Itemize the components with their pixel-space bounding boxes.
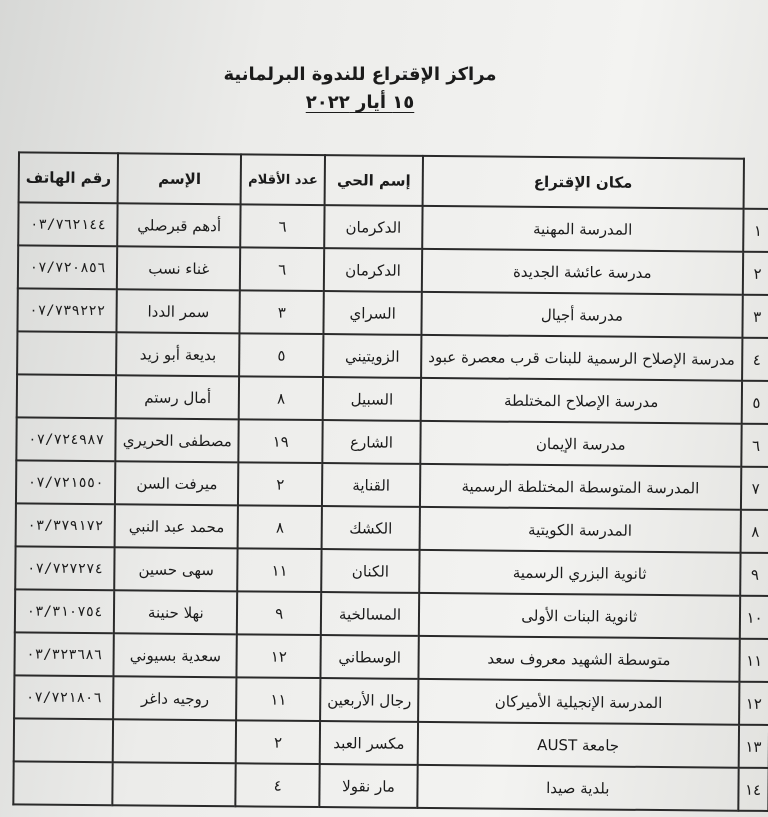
ballot-count: ٢ (238, 462, 322, 506)
table-header-row (19, 152, 768, 209)
area-name: الدكرمان (324, 205, 422, 249)
contact-name: ميرفت السن (115, 461, 238, 505)
polling-place: مدرسة عائشة الجديدة (422, 249, 743, 295)
area-name: مكسر العبد (320, 721, 418, 765)
contact-name (113, 719, 236, 763)
polling-place: جامعة AUST (418, 722, 739, 768)
ballot-count: ٢ (236, 720, 320, 764)
polling-place: متوسطة الشهيد معروف سعد (419, 636, 740, 682)
polling-place: مدرسة الإيمان (420, 421, 741, 467)
ballot-count: ٦ (240, 247, 324, 291)
contact-name: نهلا حنينة (114, 590, 237, 634)
table-row (14, 718, 768, 768)
table-row (17, 331, 768, 381)
ballot-count: ٨ (238, 505, 322, 549)
table-row (18, 245, 768, 295)
row-number: ٢ (742, 252, 768, 295)
area-name: السراي (323, 291, 421, 335)
polling-place: ثانوية البزري الرسمية (419, 550, 740, 596)
header-place: مكان الإقتراع (423, 156, 744, 209)
contact-name: سعدية بسيوني (114, 633, 237, 677)
contact-name: أمال رستم (116, 375, 239, 419)
ballot-count: ٨ (239, 376, 323, 420)
header-count: عدد الأقلام (241, 154, 325, 205)
ballot-count: ٤ (236, 763, 320, 807)
ballot-count: ١٢ (237, 634, 321, 678)
contact-name: سهى حسين (114, 547, 237, 591)
contact-name: غناء نسب (117, 246, 240, 290)
contact-name: بديعة أبو زيد (116, 332, 239, 376)
polling-place: المدرسة الكويتية (420, 507, 741, 553)
ballot-count: ٥ (239, 333, 323, 377)
polling-place: المدرسة الإنجيلية الأميركان (418, 679, 739, 725)
table-row (15, 589, 768, 639)
phone-number: ٠٧/٧٢٠٨٥٦ (18, 245, 118, 289)
table-row (16, 460, 768, 510)
area-name: القناية (322, 463, 420, 507)
table-row (15, 546, 768, 596)
ballot-count: ١٩ (239, 419, 323, 463)
area-name: الكنان (321, 549, 419, 593)
ballot-count: ٦ (241, 204, 325, 248)
polling-place: بلدية صيدا (417, 765, 738, 811)
polling-place: المدرسة المهنية (422, 206, 743, 252)
area-name: الزويتيني (323, 334, 421, 378)
phone-number: ٠٧/٧٢٤٩٨٧ (16, 417, 116, 461)
table-row (14, 675, 768, 725)
row-number: ١٢ (739, 682, 768, 725)
table-row (17, 288, 768, 338)
phone-number: ٠٣/٣١٠٧٥٤ (15, 589, 115, 633)
table-row (17, 374, 768, 424)
ballot-count: ٣ (240, 290, 324, 334)
contact-name: روجيه داغر (113, 676, 236, 720)
row-number: ٣ (742, 295, 768, 338)
row-number: ٦ (741, 424, 768, 467)
polling-place: المدرسة المتوسطة المختلطة الرسمية (420, 464, 741, 510)
area-name: المسالخية (321, 592, 419, 636)
document-date: ١٥ أيار ٢٠٢٢ (305, 92, 415, 113)
area-name: رجال الأربعين (320, 678, 418, 722)
row-number: ١٤ (738, 768, 768, 811)
table-body (13, 202, 768, 811)
table-row (13, 761, 768, 811)
contact-name: أدهم قبرصلي (117, 203, 240, 247)
document-title: مراكز الإقتراع للندوة البرلمانية (223, 64, 497, 85)
header-area: إسم الحي (325, 155, 424, 206)
phone-number (17, 331, 117, 375)
header-number (743, 159, 768, 209)
polling-place: مدرسة أجيال (422, 292, 743, 338)
area-name: الشارع (322, 420, 420, 464)
contact-name: سمر الددا (117, 289, 240, 333)
ballot-count: ١١ (238, 548, 322, 592)
phone-number: ٠٧/٧٢١٨٠٦ (14, 675, 114, 719)
row-number: ١١ (739, 639, 768, 682)
area-name: الدكرمان (324, 248, 422, 292)
polling-place: مدرسة الإصلاح الرسمية للبنات قرب معصرة عبود (421, 335, 742, 381)
table-row (14, 632, 768, 682)
row-number: ٨ (740, 510, 768, 553)
row-number: ٩ (740, 553, 768, 596)
phone-number: ٠٣/٣٧٩١٧٢ (16, 503, 116, 547)
contact-name: مصطفى الحريري (116, 418, 239, 462)
row-number: ١ (743, 209, 768, 252)
area-name: مار نقولا (319, 764, 417, 808)
phone-number (17, 374, 117, 418)
row-number: ٥ (741, 381, 768, 424)
header-name: الإسم (118, 153, 242, 204)
area-name: الوسطاني (320, 635, 418, 679)
table-row (16, 503, 768, 553)
row-number: ١٠ (739, 596, 768, 639)
polling-centers-table (12, 151, 768, 812)
ballot-count: ١١ (236, 677, 320, 721)
row-number: ٤ (742, 338, 768, 381)
table-row (18, 202, 768, 252)
contact-name: محمد عبد النبي (115, 504, 238, 548)
header-phone: رقم الهاتف (19, 152, 119, 203)
row-number: ٧ (740, 467, 768, 510)
phone-number: ٠٧/٧٣٩٢٢٢ (17, 288, 117, 332)
phone-number (14, 718, 114, 762)
phone-number (13, 761, 113, 805)
polling-place: ثانوية البنات الأولى (419, 593, 740, 639)
row-number: ١٣ (738, 725, 768, 768)
area-name: السبيل (323, 377, 421, 421)
table-row (16, 417, 768, 467)
phone-number: ٠٣/٣٢٣٦٨٦ (14, 632, 114, 676)
contact-name (113, 762, 236, 806)
phone-number: ٠٧/٧٢٧٢٧٤ (15, 546, 115, 590)
area-name: الكشك (322, 506, 420, 550)
phone-number: ٠٣/٧٦٢١٤٤ (18, 202, 118, 246)
phone-number: ٠٧/٧٢١٥٥٠ (16, 460, 116, 504)
ballot-count: ٩ (237, 591, 321, 635)
polling-place: مدرسة الإصلاح المختلطة (421, 378, 742, 424)
